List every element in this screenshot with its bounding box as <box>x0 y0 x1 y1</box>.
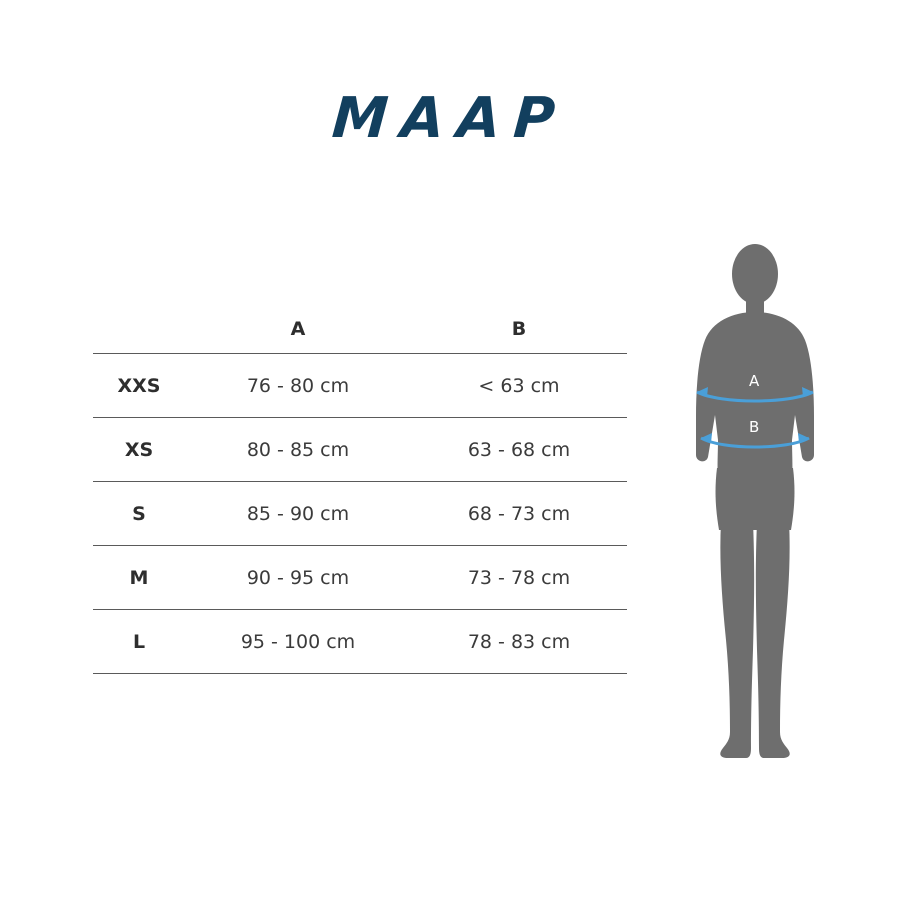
measurement-a: 80 - 85 cm <box>185 418 411 482</box>
measure-b-label: B <box>749 418 760 436</box>
measurement-b: 78 - 83 cm <box>411 610 627 674</box>
column-header-size <box>93 305 185 354</box>
table-header-row <box>93 305 627 354</box>
column-header-b: B <box>411 305 627 354</box>
table-row <box>93 610 627 674</box>
table-row <box>93 546 627 610</box>
size-label: XS <box>93 418 185 482</box>
body-figure-illustration <box>660 240 850 780</box>
measurement-a: 90 - 95 cm <box>185 546 411 610</box>
measurement-a: 76 - 80 cm <box>185 354 411 418</box>
measurement-b: 73 - 78 cm <box>411 546 627 610</box>
measure-a-label: A <box>749 372 760 390</box>
size-label: S <box>93 482 185 546</box>
body-silhouette-icon <box>696 244 814 758</box>
size-label: L <box>93 610 185 674</box>
column-header-a: A <box>185 305 411 354</box>
size-label: XXS <box>93 354 185 418</box>
size-chart-table <box>93 305 627 674</box>
table-row <box>93 418 627 482</box>
size-label: M <box>93 546 185 610</box>
table-row <box>93 482 627 546</box>
measurement-b: < 63 cm <box>411 354 627 418</box>
measurement-b: 68 - 73 cm <box>411 482 627 546</box>
table-row <box>93 354 627 418</box>
measurement-a: 85 - 90 cm <box>185 482 411 546</box>
brand-logo: MAAP <box>329 86 570 151</box>
measurement-b: 63 - 68 cm <box>411 418 627 482</box>
measurement-a: 95 - 100 cm <box>185 610 411 674</box>
